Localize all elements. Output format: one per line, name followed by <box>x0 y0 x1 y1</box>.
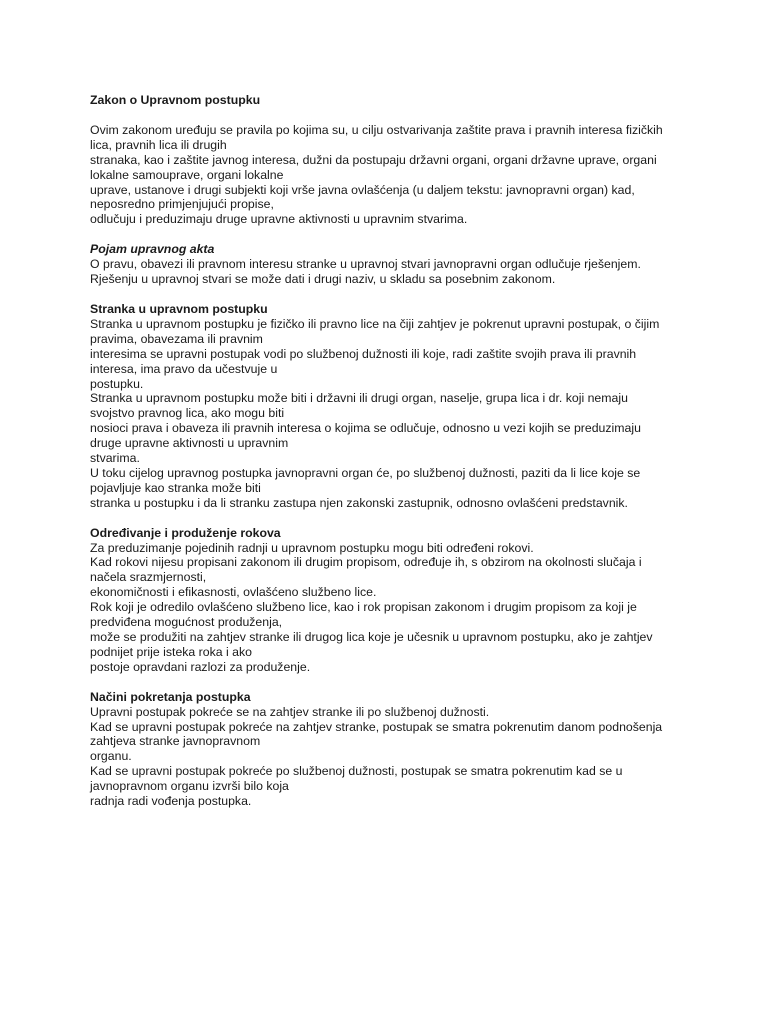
text-line: stranaka, kao i zaštite javnog interesa, dužni da postupaju državni organi, organi državne uprave, organi <box>90 152 657 167</box>
text-line: ekonomičnosti i efikasnosti, ovlašćeno službeno lice. <box>90 585 377 600</box>
section-heading: Načini pokretanja postupka <box>90 689 251 704</box>
section-pojam-upravnog-akta <box>90 242 690 287</box>
text-line: Rok koji je odredilo ovlašćeno službeno lice, kao i rok propisan zakonom i drugim propisom za koji je <box>90 600 637 615</box>
text-line: stvarima. <box>90 451 140 466</box>
text-line: Kad rokovi nijesu propisani zakonom ili drugim propisom, određuje ih, s obzirom na okolnosti slučaja i <box>90 555 642 570</box>
section-stranka-u-upravnom-postupku <box>90 302 690 511</box>
section-nacini-pokretanja-postupka <box>90 690 690 809</box>
text-line: predviđena mogućnost produženja, <box>90 615 283 630</box>
text-line: podnijet prije isteka roka i ako <box>90 644 252 659</box>
text-line: načela srazmjernosti, <box>90 570 207 585</box>
text-line: O pravu, obavezi ili pravnom interesu stranke u upravnoj stvari javnopravni organ odlučuje rješenjem. <box>90 257 641 272</box>
text-line: Upravni postupak pokreće se na zahtjev stranke ili po službenoj dužnosti. <box>90 704 490 719</box>
text-line: druge upravne aktivnosti u upravnim <box>90 436 289 451</box>
text-line: Za preduzimanje pojedinih radnji u upravnom postupku mogu biti određeni rokovi. <box>90 540 534 555</box>
text-line: interesa, ima pravo da učestvuje u <box>90 361 278 376</box>
text-line: radnja radi vođenja postupka. <box>90 794 252 809</box>
section-heading: Stranka u upravnom postupku <box>90 301 268 316</box>
text-line: lica, pravnih lica ili drugih <box>90 137 227 152</box>
text-line: javnopravnom organu izvrši bilo koja <box>90 779 289 794</box>
text-line: pravima, obavezama ili pravnim <box>90 331 263 346</box>
text-line: Kad se upravni postupak pokreće na zahtjev stranke, postupak se smatra pokrenutim danom podnošenja <box>90 719 663 734</box>
section-heading: Određivanje i produženje rokova <box>90 525 281 540</box>
text-line: neposredno primjenjujući propise, <box>90 197 274 212</box>
text-line: Kad se upravni postupak pokreće po službenoj dužnosti, postupak se smatra pokrenutim kad se u <box>90 764 623 779</box>
text-line: Rješenju u upravnoj stvari se može dati i drugi naziv, u skladu sa posebnim zakonom. <box>90 272 556 287</box>
section-odredjivanje-i-produzenje-rokova <box>90 526 690 675</box>
text-line: postoje opravdani razlozi za produženje. <box>90 659 311 674</box>
text-line: svojstvo pravnog lica, ako mogu biti <box>90 406 285 421</box>
text-line: organu. <box>90 749 132 764</box>
text-line: uprave, ustanove i drugi subjekti koji vrše javna ovlašćenja (u daljem tekstu: javnopravni organ) kad, <box>90 182 635 197</box>
text-line: interesima se upravni postupak vodi po službenoj dužnosti ili koje, radi zaštite svojih prava ili pravnih <box>90 346 637 361</box>
document-page <box>90 93 690 809</box>
text-line: zahtjeva stranke javnopravnom <box>90 734 261 749</box>
text-line: Ovim zakonom uređuju se pravila po kojima su, u cilju ostvarivanja zaštite prava i pravnih interesa fizičkih <box>90 122 663 137</box>
text-line: U toku cijelog upravnog postupka javnopravni organ će, po službenoj dužnosti, paziti da li lice koje se <box>90 465 641 480</box>
text-line: lokalne samouprave, organi lokalne <box>90 167 284 182</box>
text-line: Stranka u upravnom postupku je fizičko ili pravno lice na čiji zahtjev je pokrenut upravni postupak, o čijim <box>90 316 660 331</box>
document-title: Zakon o Upravnom postupku <box>90 93 261 107</box>
text-line: odlučuju i preduzimaju druge upravne aktivnosti u upravnim stvarima. <box>90 212 468 227</box>
text-line: postupku. <box>90 376 144 391</box>
text-line: može se produžiti na zahtjev stranke ili drugog lica koje je učesnik u upravnom postupku, ako je zahtjev <box>90 630 653 644</box>
section-heading: Pojam upravnog akta <box>90 242 215 257</box>
text-line: nosioci prava i obaveza ili pravnih interesa o kojima se odlučuje, odnosno u vezi kojih se preduzimaju <box>90 421 641 436</box>
text-line: stranka u postupku i da li stranku zastupa njen zakonski zastupnik, odnosno ovlašćeni predstavnik. <box>90 495 628 510</box>
text-line: Stranka u upravnom postupku može biti i državni ili drugi organ, naselje, grupa lica i dr. koji nemaju <box>90 391 628 406</box>
text-line: pojavljuje kao stranka može biti <box>90 480 261 495</box>
intro-paragraph <box>90 123 690 227</box>
